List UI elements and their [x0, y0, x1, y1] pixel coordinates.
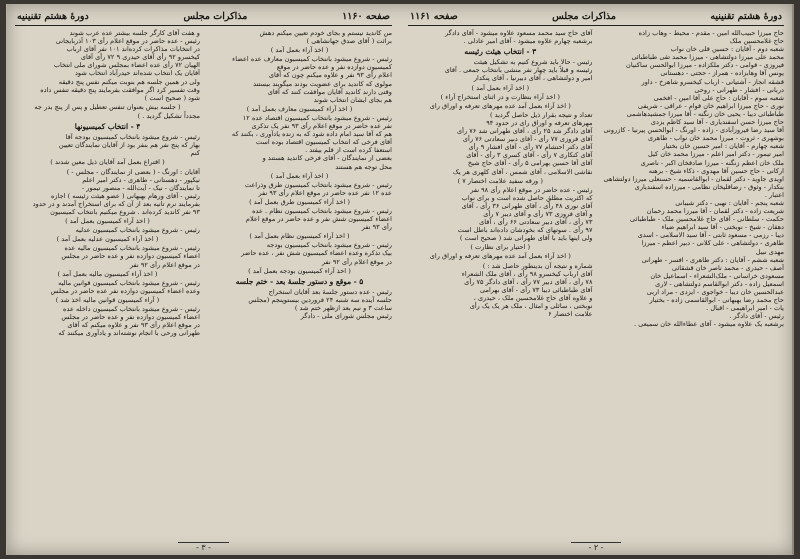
text-line: حاج غلامحسین ملک [729, 37, 784, 46]
left-header-session: دورهٔ هشتم تقنینیه [17, 11, 89, 22]
text-line: رئیس - حالا باید شروع کنیم به تشکیل هیئت [473, 58, 593, 67]
text-line: وقتی دارند کاندید آقایان موافقت کنند که آقای [267, 87, 392, 96]
text-line: رئیس - شروع میشود باننخاب کمیسیون عدلیه [75, 226, 200, 235]
text-line: آقای حاج سید محمد مسعود علاوه میشود - آقای دادگر [445, 29, 593, 37]
text-line: رئیس مجلس شورای ملی - دادگر [300, 312, 392, 321]
right-header-session: دورهٔ هشتم تقنینیه [710, 11, 782, 22]
text-line: آقای طباطبائی دیبا ۷۳ رأی - آقای بهرامی [480, 285, 593, 294]
text-line: حاج میرزا حسن اسفندیاری - آقا سید کاظم یزدی [650, 118, 784, 127]
section-5-title: ۵ - موقع و دستور جلسهٔ بعد - ختم جلسه [235, 276, 364, 286]
text-line: اویدی جاوید - دکتر لقمان - ابوالقاسمیه - حسنعلی میرزا دولتشاهی [603, 174, 784, 183]
text-line: ( ورقه سفید علامت اختصار ۷ ) [457, 176, 543, 185]
text-line: در موقع اعلام رأی ۹۲ نفر [129, 260, 200, 269]
text-line: جلسه آینده سه شنبه ۲۴ فروردین بیستوپنجم (مجلس [248, 295, 392, 304]
text-line: بفرمایند نرم تانیه بعد از آن که برای استخراج آمدند و در حدود [32, 199, 200, 208]
text-line: طهرانی ورحی با انجام نوشته‌اند و یادآوری میکنند که [58, 329, 200, 338]
text-line: ( اخذ آراء کمیسیون بعمل آمد ) [65, 217, 150, 226]
text-line: رئیسه و قبلاً باید چهار نفر منشی بانتخاب جمعی . آقای [444, 66, 593, 75]
text-line: دیبا - رزمی - مسعود ثابتی - آقا سید الاسلامی - اسدی [637, 231, 784, 240]
left-col-right-tail [207, 288, 392, 320]
text-line: برائت ( آقای صدق جهانشاهی ) [306, 37, 392, 46]
text-line: هم بجای ایشان انتخاب شوند [313, 95, 392, 104]
text-line: آقایان یک انتخاب شده‌اند حیدرآباد انتخاب شود [74, 69, 200, 78]
text-line: فیروزی - قوامی - دکتر ملکزاده - میرزا ابوالحسن ساکنیان [626, 61, 784, 70]
text-line: حکمت - سلطانی - آقای حاج غلامحسین ملک - طباطبائی [629, 215, 784, 224]
text-line: شود ( صحیح است ) [144, 93, 200, 102]
text-line: ( جلسه بیش بعنوان تنفس تعطیل و پس از پنچ بدر جه [34, 102, 181, 111]
text-line: و آقای فروزی ۷۳ رأی و آقای دیبر ۷ رأی [483, 209, 593, 218]
text-line: علامت اختصار ۶ [548, 310, 593, 319]
text-line: شعبه ششم - آقایان : دکتر طاهری - افسر - طهرانی [641, 255, 784, 264]
text-line: رئیس - عده دستور جلسهٔ بعد آقایان استخراج [268, 287, 392, 296]
text-line: شعبه پنجم - آقایان : نهبی - دکتر شیبانی [675, 198, 784, 207]
text-line: آقای کنکاری ۷ رأی - آقای کسری ۳ رأی - آقای [466, 151, 593, 160]
text-line: آقای فرخی که انتخاب کمیسیون اقتصاد بوده است [255, 138, 392, 147]
left-page-header [15, 10, 392, 26]
text-line: ( اخذ آراء کمیسیون مالیه بعمل آمد ) [57, 269, 158, 278]
text-line: تعداد و نتیجه بقرار ذیل حاصل گردید ) [489, 110, 593, 119]
text-line: ( اخذ آراء بعمل آمد عده مهرهای تعرفه و اوراق رای [429, 252, 571, 261]
left-page-column-left [15, 29, 200, 543]
left-page-footer [7, 543, 400, 552]
text-line: بهار که پنج نفر هم بنفر بود از آقایان نمایندگان تعیین [58, 141, 200, 150]
text-line: کیخسرو ۹۲ رأی آقای حیدری ۹ ۷۲ رأی آقای [80, 53, 200, 62]
text-line: رئیس - شروع میشود باننخاب کمیسیون معارف عده اعضاء [232, 55, 392, 64]
text-line: مولوی که کاندید برای عضویت بودند میگویند بیستند [253, 79, 392, 88]
text-line: رئیس - عده حاضر در موقع اعلام رأی ۱۰۳ آذربایجانی [55, 37, 200, 46]
text-line: ( اخذ آراء بعمل آمد ) [471, 83, 530, 92]
text-line: امیر و دولتشاهی ، آقای دبیرنیا ، آقای پنکدار [473, 74, 593, 83]
text-line: آقای فروزی ۷۷ رأی - آقای دبیر سعادتی ۷۶ رأی [462, 135, 593, 144]
text-line: طاهری - دولتشاهی - علی کلانی - دبیر اعظم - میرزا [641, 239, 784, 248]
text-line: شعبه چهارم - آقایان : امیر حسین خان بختیار [662, 142, 784, 151]
text-line: یات - امیر ابراهیمی - اقبال . [706, 304, 784, 313]
text-line: وقت تفسیر کرد اگر موافقت بفرمایند پنج دقیقه تنفس داده [40, 85, 200, 94]
text-line: اعضاء کمیسیون دوازده نفر و عده حاضر در مجلس [61, 313, 200, 322]
text-line: ۷۸ رأی ، آقای دبیر ۷۷ رأی ، آقای دادگر ۷۵ رأی [464, 277, 593, 286]
text-line: آقایان : اورنگ - ( بعضی از نمایندگان - مجلس - ) [66, 167, 200, 176]
text-line: برشعبه یک علاوه میشود - آقای عطاءالله خان سمیعی . [634, 320, 784, 329]
text-line: در موقع اعلام رأی ۹۲ نفر [321, 257, 392, 266]
text-line: رئیس - عده حاضر در موقع اعلام رأی ۹۸ نفر [470, 185, 593, 194]
right-footer-num: - ۲ - [571, 542, 622, 552]
text-line: ارکانی - حاج حسین آقا مهدوی - ذکاء شیخ - برهنه [648, 166, 784, 175]
text-line: ساعت ۳ و نیم بعد ازظهر ختم شد ) [294, 304, 392, 312]
right-page-footer [400, 543, 792, 552]
text-line: بیک تذکره وعده اعضاء کمیسیون شش نفر ، عده حاضر [241, 249, 392, 258]
text-line: کمیسیون دوازده نفر و عده حاضر در موقع [276, 63, 392, 72]
text-line: رئیس - شروع میشود باننخاب کمیسیون بودجه آقا [65, 133, 200, 142]
left-header-journal: مذاکرات مجلس [183, 11, 248, 22]
text-line: ( اخذ آراء بعمل آمد ) [270, 171, 329, 180]
text-line: رئیس - شروع میشود بانتخاب کمیسیون طرق وذراعت [244, 180, 392, 189]
right-col-left-body [408, 58, 593, 318]
text-line: بعضی از نمایندگان - آقای فرخی کاندید هستند و [262, 154, 392, 163]
left-footer-num: - ۳ - [178, 542, 229, 552]
text-line: وعده اعضاء کمیسیون دوازده نفر عده حاضر در مجلس [50, 286, 200, 295]
text-line: رئیس - شروع میشود بانتخاب کمیسیون داخله عده [63, 305, 200, 313]
text-line: رئیس - آقای ورهام بهبهانی ( عضو هیئت رئیسه ) اجازه [50, 191, 200, 200]
text-line: اعتبار . [764, 190, 784, 199]
right-page [400, 4, 794, 555]
text-line: و علاوه آقای حاج غلامحسین ملک ، حیدری ، [473, 293, 593, 302]
right-col-left-head [408, 29, 593, 45]
right-page-header [408, 10, 784, 26]
text-line: من کاندید نیستم و بجای خودم تعیین میکنم دهش [259, 29, 392, 37]
left-header-pagenum: صفحه ۱۱۶۰ [342, 11, 390, 22]
text-line: اسمعیل زاده - دکتر ابوالقاسم دولتشاهی - لاری [655, 279, 784, 288]
text-line: نیکپور - دهستانی - طاهری - دکتر امیر اعلم [82, 175, 200, 184]
text-line: دهقان - شیخ - نوبختی - آقا سید ابراهیم ضیاء [661, 223, 784, 232]
text-line: برشعبه چهارم علاوه میشود - آقای امیر عادلی . [463, 37, 593, 46]
text-line: آقا سید رضا فیروزآبادی - زاده - اورنگ - ابوالحسن پیرنیا - کازرونی [603, 126, 784, 135]
text-line: رئیس - شروع میشود بانتخاب کمیسیون نظام . عده [252, 206, 392, 215]
text-line: رئیس - شروع میشود بانتخاب کمیسیون اقتصاد عده ۱۲ [242, 113, 392, 122]
left-page [6, 4, 400, 555]
section-4-title: ۴ - انتخاب کمیسیونها [74, 122, 141, 132]
text-line: رئیس - آقای دادگر . [729, 312, 784, 321]
text-line: بوشهری - ثروت - میرزا محمد خان نواب - طاهری [648, 134, 784, 143]
text-line: و هفت آقای کارگر جلسه بیشتر عده عرب شوند [69, 29, 200, 37]
text-line: مجدداً تشکیل گردید . ) [137, 111, 200, 120]
text-line: دربانی - افشار - طهرانی - روحی [694, 85, 784, 94]
text-line: ( اخذ آراء بعمل آمد ) [270, 46, 329, 55]
text-line: ( اخذ آراء کمیسیون عدلیه بعمل آمد ) [56, 235, 159, 244]
left-page-columns [15, 29, 392, 543]
right-page-column-right [600, 29, 785, 543]
section-3-title: ۳ - انتخاب هیئت رئیسه [464, 47, 537, 57]
text-line: مسعودی خراسانی - ملک‌الشعراء - اسماعیل خان [650, 271, 784, 280]
text-line: ( اخذ آراء کمیسیون طرق بعمل آمد ) [249, 197, 350, 206]
text-line: رئیس - شروع میشود باننخاب کمیسیون بودجه [266, 241, 392, 250]
text-line: در موقع اعلام رأی ۹۳ نفر و علاوه میکنم که آقای [67, 321, 200, 330]
text-line: الهیان ۷۲ رأی عده اعضاء بمجلس شورای ملی انتخاب [53, 61, 200, 70]
text-line: آقای دکتر احتشام ۷۷ رأی - آقای افشار ۹ رأی [468, 143, 593, 152]
text-line: آقای دادگر شد ۲۵ رأی ، آقای طهرانی شد ۷۶ رأی [456, 127, 593, 136]
left-page-column-right [207, 29, 392, 543]
text-line: شعبه سوم - آقایان : حاج علی آقا امین - افخمی [653, 93, 784, 102]
text-line: آقای ارباب کیخسرو ۹۸ رأی ، آقای ملک الشعراء [461, 269, 593, 278]
text-line: که اکثریت مطلق حاصل شده است و برای نواب [461, 193, 593, 202]
text-line: محمد علی میرزا دولتشاهی - میرزا محمد تقی طباطبائی [631, 53, 784, 62]
text-line: حاج میرزا حبیب‌الله امین - مقدم - محیط - وهاب زاده [638, 29, 784, 37]
text-line: شریعت زاده - دکتر لقمان - آقا میرزا محمد رحمان [646, 207, 784, 216]
text-line: امیر تیمور - دکتر امیر اعلم - میرزا محمد خان کیل [648, 150, 784, 159]
text-line: ۷۳ رأی ، آقای دبیر سعادتی ۶۶ رأی ، آقای [479, 218, 593, 227]
text-line: محل توجه هم هستند [335, 162, 392, 171]
text-line: مهدی نبیل [755, 247, 784, 256]
text-line: ( احتیار برای نظارت ) [470, 243, 531, 252]
left-col-left-body [15, 29, 200, 120]
text-line: نقاشی الاسلامی ، آقای شمس ، آقای کلهری هر یک [453, 167, 593, 176]
text-line: ( اخذ آراء کمیسیون معارف بعمل آمد ) [246, 104, 353, 113]
text-line: عبدالحسین خان دیبا - خواجوی - ایزدی - مراد اربی [646, 288, 784, 296]
text-line: در انتخابات مذاکرات کرده‌اند ۱۰۱ نفر آقای ارباب [66, 45, 200, 54]
left-col-left-tail [15, 133, 200, 337]
text-line: تا نمایندگان - نیک - آیت‌الله - منصور تیمور - [81, 183, 200, 192]
right-col-right-body [600, 29, 785, 328]
text-line: شماره و نتیجه آن بدینطور حاصل شد : ) [482, 261, 593, 270]
text-line: بنکدار - وثوق - رضاقلیخان‌‌ نظامی - میرزاده اسفندیاری [634, 182, 784, 191]
text-line: استعفا کرده است از قلم بیفتد . [305, 146, 392, 155]
text-line: ( اخذ آراء کمیسیون بودجه بعمل آمد ) [248, 266, 351, 275]
text-line: یونس آقا وهابزاده - همراز - حجتی - دهستانی [660, 69, 784, 78]
right-header-pagenum: صفحه ۱۱۶۱ [410, 11, 458, 22]
book-spread [6, 4, 794, 555]
text-line: نوری - حاج میرزا ابراهیم خان قوام - عراقی - شریفی [637, 101, 784, 110]
left-col-right-body [207, 29, 392, 275]
text-line: ( آراء کمیسیون قوانین مالیه اخذ شد ) [55, 295, 160, 304]
text-line: ( اخذ آراء کمیسیون نظام بعمل آمد ) [249, 232, 350, 241]
text-line: کنم [190, 149, 200, 158]
right-header-journal: مذاکرات مجلس [552, 11, 616, 22]
text-line: آصف - حیدری - محمد ناصر خان قشقائی [671, 263, 784, 272]
text-line: نفر عده حاضر در موقع اعلام رأی ۹۳ نفر یک تذکری [251, 122, 392, 131]
text-line: اعضاء کمیسیون شش نفر و عده حاضر در موقع اعلام [245, 215, 392, 224]
text-line: آقای نوری ۴۸ رأی ، آقای طهرانی ۳۶ رأی ، آقای [461, 201, 593, 210]
right-page-columns [408, 29, 784, 543]
text-line: اعلام رأی ۹۳ نفر و علاوه میکنم چون که آقای [268, 71, 392, 80]
text-line: طباطبائی دیبا - یحیی خان زنگنه - آقا میرزا جمشیدهاشمی [626, 109, 784, 118]
text-line: ملک‌ خان اعظم زنگنه - میرزا صادقخان اکبر - ناصری [640, 158, 784, 167]
text-line: ۹۳ نفر کاندید کرده‌اند . شروع میکنیم بانتخاب کمیسیون [50, 207, 200, 216]
text-line: عده ۱۲ نفر عده حاضر در موقع اعلام رأی ۹۳ نفر [258, 188, 392, 197]
text-line: ( اقتراع بعمل آمد آقایان ذیل معین شدند ) [50, 158, 165, 167]
text-line: رئیس - شروع میشود بانتخاب کمیسیون قوانین مالیه [58, 278, 200, 287]
text-line: اعضاء کمیسیون دوازده نفر و عده حاضر در مجلس [61, 252, 200, 261]
text-line: حاج محمد رضا بهبهانی - ابوالقاسمی زاده - بختیار [649, 296, 784, 305]
text-line: قشقه انجاز - آشتیانی - ارباب کیخسرو شاهرخ - داور [641, 77, 784, 86]
text-line: ( اخذ آراء بعمل آمد عده مهرهای تعرفه و اوراق رای [429, 101, 571, 110]
text-line: ( اخذ آراء بنظارت و در اثنای استخراج آراء ) [440, 92, 560, 101]
text-line: ولی اینها باید با آقای طهرانی شد ( صحیح است ) [459, 234, 593, 243]
text-line: رئیس - شروع میشود باننخاب کمیسیون مالیه عده [64, 244, 200, 253]
text-line: شعبه دوم - آقایان : حسین قلی خان نواب [670, 45, 784, 54]
text-line: رأی ۹۳ نفر [361, 223, 392, 232]
text-line: نوبختی ، سائلی و امثال ، ملک هر یک یک رأی [469, 302, 593, 310]
text-line: هم که آقا سید امام داده شود که به زنده یادآوری ، بکنند که [231, 130, 392, 139]
text-line: ۹۷ رأی . سوتهای که بخودشان داده‌اند باطل است [457, 226, 593, 235]
text-line: ولی در همین جلسه هم بنوبت میکنم نفس پنج دقیقه [58, 77, 200, 86]
text-line: مهرهای تعرفه و اوراق رای در حدود ۹۴ [486, 118, 593, 127]
text-line: آقای آقا حسین بهرامی ۵ رأی - آقای حاج شیخ [467, 159, 593, 168]
right-page-column-left [408, 29, 593, 543]
